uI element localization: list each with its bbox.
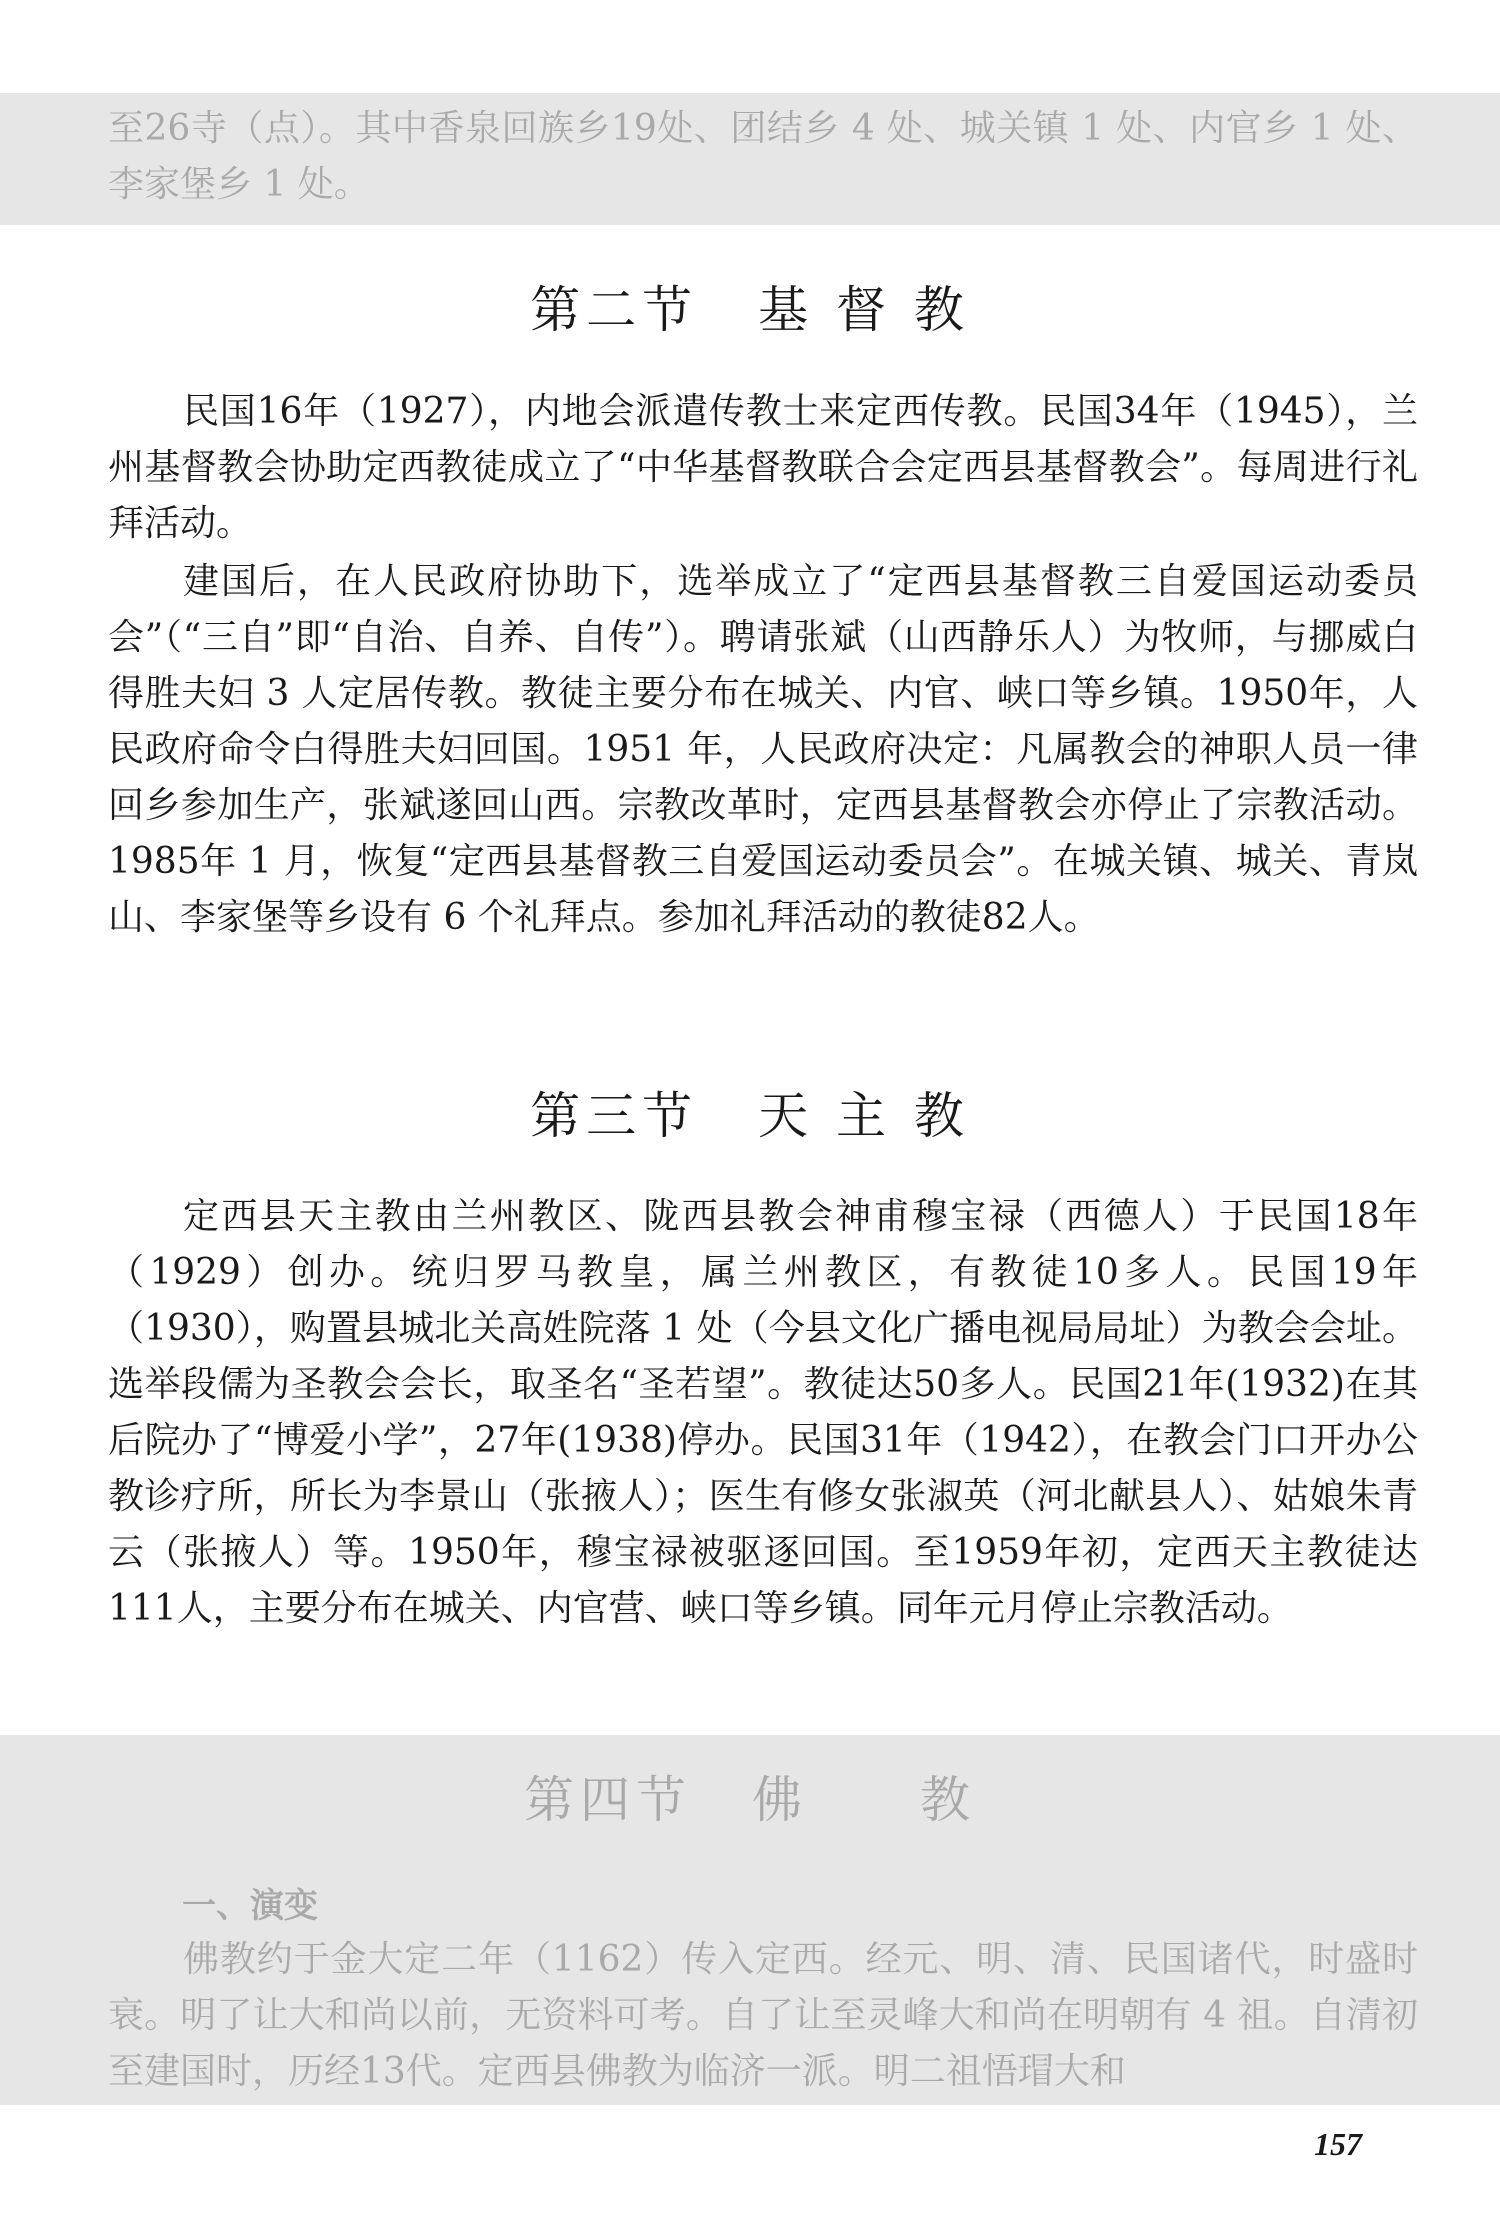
page-number: 157 (1314, 2126, 1362, 2162)
section-title: 天 主 教 (758, 1087, 970, 1145)
section-number: 第四节 (524, 1771, 692, 1829)
section-number: 第二节 (530, 281, 699, 339)
body-paragraph: 定西县天主教由兰州教区、陇西县教会神甫穆宝禄（西德人）于民国18年（1929）创办。统归罗马教皇，属兰州教区，有教徒10多人。民国19年（1930），购置县城北关高姓院落 1 处（今县文化广播电视局局址）为教会会址。选举段儒为圣教会会长，取圣名“圣若望”。教徒达50多人。民国21年(1932)在其后院办了“博爱小学”，27年(1938)停办。民国31年（1942），在教会门口开办公教诊疗所，所长为李景山（张掖人）；医生有修女张淑英（河北献县人）、姑娘朱青云（张掖人）等。1950年，穆宝禄被驱逐回国。至1959年初，定西天主教徒达111人，主要分布在城关、内官营、峡口等乡镇。同年元月停止宗教活动。 (108, 1196, 1418, 1629)
section-heading-buddhism (0, 1760, 1500, 1832)
section-number: 第三节 (530, 1087, 699, 1145)
section-heading-christianity (0, 270, 1500, 342)
body-paragraph: 建国后，在人民政府协助下，选举成立了“定西县基督教三自爱国运动委员会”（“三自”即“自治、自养、自传”）。聘请张斌（山西静乐人）为牧师，与挪威白得胜夫妇 3 人定居传教。教徒主要分布在城关、内官、峡口等乡镇。1950年，人民政府命令白得胜夫妇回国。1951 年，人民政府决定：凡属教会的神职人员一律回乡参加生产，张斌遂回山西。宗教改革时，定西县基督教会亦停止了宗教活动。1985年 1 月，恢复“定西县基督教三自爱国运动委员会”。在城关镇、城关、青岚山、李家堡等乡设有 6 个礼拜点。参加礼拜活动的教徒82人。 (108, 561, 1418, 938)
section-title: 佛 教 (752, 1771, 976, 1829)
section-title: 基 督 教 (758, 281, 970, 339)
section-heading-catholicism (0, 1076, 1500, 1148)
body-paragraph: 民国16年（1927），内地会派遣传教士来定西传教。民国34年（1945），兰州基督教会协助定西教徒成立了“中华基督教联合会定西县基督教会”。每周进行礼拜活动。 (108, 391, 1418, 544)
subheading: 一、演变 (182, 1886, 318, 1926)
body-paragraph: 佛教约于金大定二年（1162）传入定西。经元、明、清、民国诸代，时盛时衰。明了让大和尚以前，无资料可考。自了让至灵峰大和尚在明朝有 4 祖。自清初至建国时，历经13代。定西县佛教为临济一派。明二祖悟瑁大和 (108, 1939, 1418, 2092)
continuation-paragraph: 至26寺（点）。其中香泉回族乡19处、团结乡 4 处、城关镇 1 处、内官乡 1 处、李家堡乡 1 处。 (108, 108, 1418, 205)
